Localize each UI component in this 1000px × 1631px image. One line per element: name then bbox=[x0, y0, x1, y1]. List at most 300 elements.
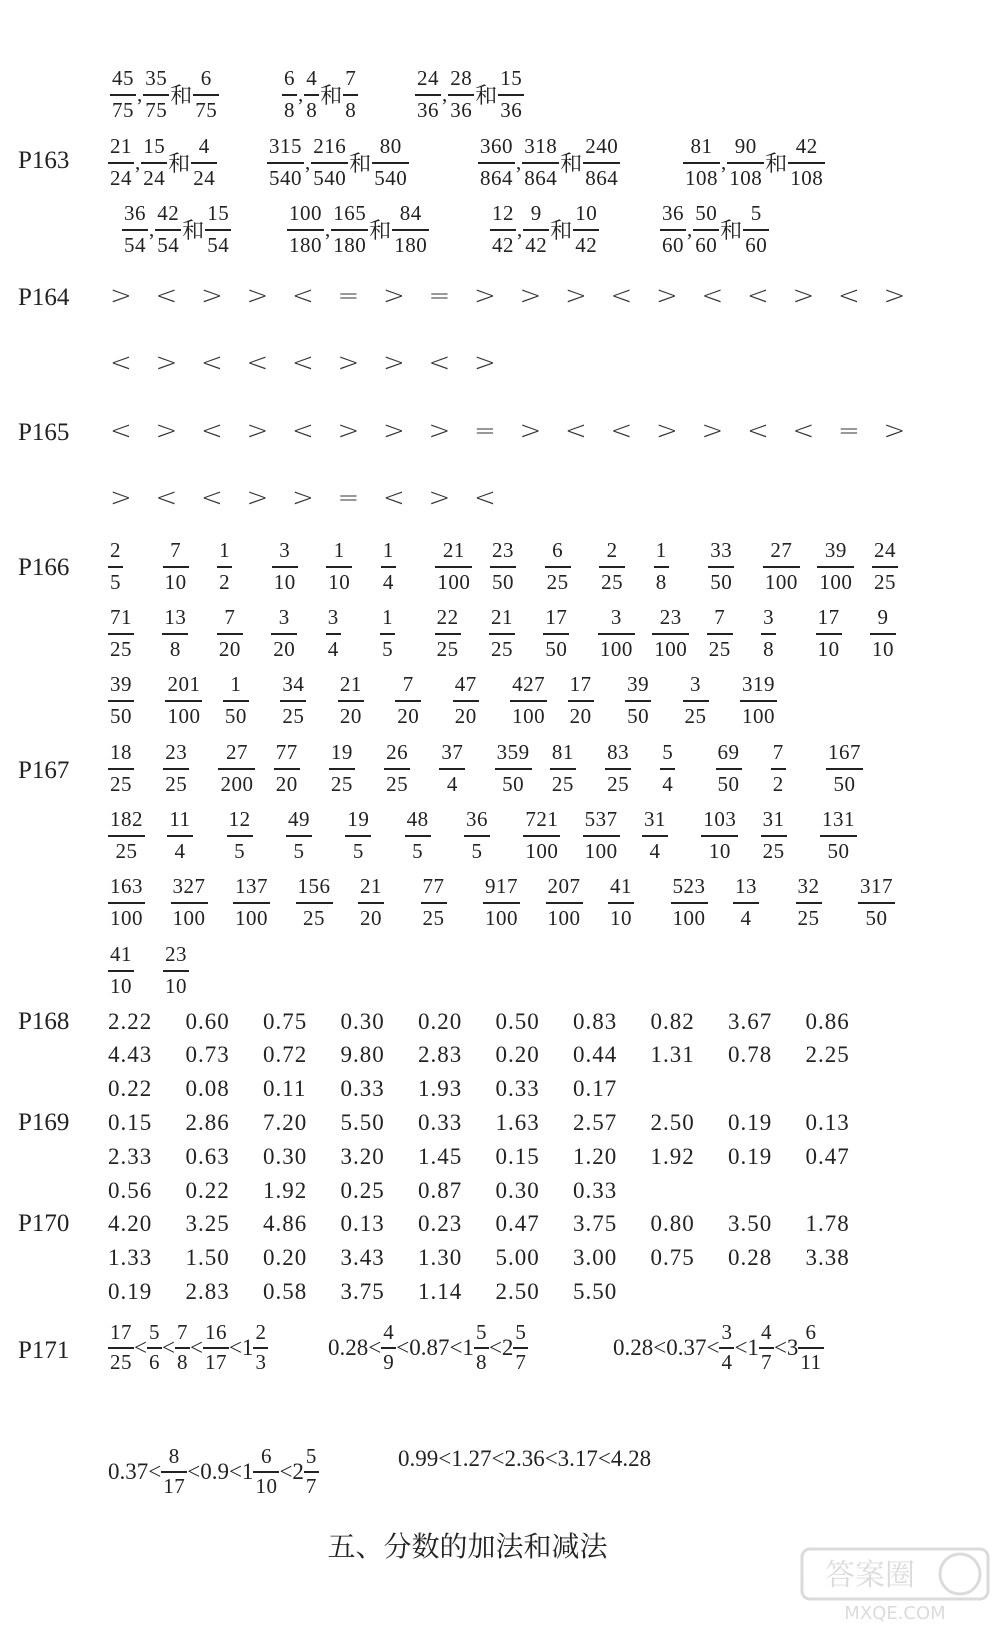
numerator: 13 bbox=[735, 874, 757, 898]
fraction-group bbox=[282, 68, 358, 121]
denominator: 60 bbox=[745, 233, 768, 257]
denominator: 4 bbox=[327, 637, 339, 661]
decimal-answer: 0.75 bbox=[263, 1009, 308, 1034]
comparison-symbol: < bbox=[201, 348, 223, 378]
decimal-answer: 5.50 bbox=[573, 1279, 618, 1304]
numerator: 17 bbox=[817, 605, 840, 629]
fraction bbox=[358, 876, 384, 929]
inequality-text: 0.37< bbox=[108, 1458, 162, 1484]
decimal-answer: 2.50 bbox=[650, 1110, 695, 1135]
page-label: P165 bbox=[18, 419, 70, 446]
denominator: 24 bbox=[143, 166, 166, 190]
fraction-bar bbox=[171, 902, 208, 904]
comma: , bbox=[325, 217, 331, 241]
numerator: 3 bbox=[610, 605, 622, 629]
fraction-bar bbox=[271, 633, 297, 635]
fraction bbox=[415, 68, 441, 121]
denominator: 5 bbox=[382, 637, 394, 661]
fraction-group bbox=[267, 136, 409, 189]
numerator: 39 bbox=[824, 538, 847, 562]
decimal-answer: 3.67 bbox=[728, 1009, 773, 1034]
denominator: 8 bbox=[475, 1350, 487, 1374]
numerator: 69 bbox=[717, 740, 740, 764]
fraction-answer bbox=[605, 742, 631, 795]
numerator: 36 bbox=[124, 201, 146, 225]
numerator: 3 bbox=[690, 672, 702, 696]
denominator: 180 bbox=[394, 233, 428, 257]
numerator: 13 bbox=[164, 605, 187, 629]
decimal-answer: 4.20 bbox=[108, 1211, 153, 1236]
numerator: 32 bbox=[797, 874, 820, 898]
fraction bbox=[143, 68, 169, 121]
decimal-answer: 5.50 bbox=[340, 1110, 385, 1135]
fraction-answer bbox=[329, 742, 355, 795]
comparison-symbol: < bbox=[565, 416, 587, 446]
fraction-bar bbox=[287, 229, 324, 231]
decimal-answer: 1.31 bbox=[650, 1042, 695, 1067]
numerator: 103 bbox=[703, 807, 737, 831]
fraction-answer bbox=[218, 742, 255, 795]
fraction-bar bbox=[205, 229, 231, 231]
denominator: 540 bbox=[374, 166, 408, 190]
denominator: 4 bbox=[174, 839, 186, 863]
denominator: 4 bbox=[662, 772, 674, 796]
fraction-group bbox=[287, 203, 429, 256]
denominator: 8 bbox=[169, 637, 181, 661]
numerator: 77 bbox=[422, 874, 445, 898]
denominator: 10 bbox=[817, 637, 840, 661]
numerator: 81 bbox=[551, 740, 574, 764]
fraction bbox=[395, 674, 421, 727]
comparison-symbol: < bbox=[246, 348, 269, 378]
fraction-bar bbox=[175, 1347, 190, 1349]
fraction bbox=[296, 876, 333, 929]
comma: , bbox=[305, 150, 311, 174]
numerator: 201 bbox=[167, 672, 201, 696]
fraction-bar bbox=[380, 633, 395, 635]
decimal-answer: 0.22 bbox=[185, 1178, 230, 1203]
fraction-bar bbox=[522, 162, 559, 164]
numerator: 90 bbox=[734, 134, 757, 158]
fraction-bar bbox=[296, 902, 333, 904]
numerator: 42 bbox=[157, 201, 180, 225]
denominator: 100 bbox=[547, 906, 581, 930]
page-label: P171 bbox=[18, 1337, 70, 1364]
denominator: 20 bbox=[569, 704, 592, 728]
fraction bbox=[599, 540, 625, 593]
denominator: 42 bbox=[575, 233, 598, 257]
comma: , bbox=[137, 82, 143, 106]
connector-he: 和 bbox=[182, 218, 205, 243]
fraction-bar bbox=[163, 970, 189, 972]
fraction-answer bbox=[816, 607, 842, 660]
fraction-bar bbox=[253, 1347, 268, 1349]
decimal-answer: 9.80 bbox=[340, 1042, 385, 1067]
fraction bbox=[108, 876, 145, 929]
denominator: 6 bbox=[148, 1350, 160, 1374]
numerator: 427 bbox=[512, 672, 546, 696]
fraction-bar bbox=[707, 633, 733, 635]
fraction-bar bbox=[546, 902, 583, 904]
fraction-bar bbox=[693, 229, 719, 231]
decimal-answer: 2.86 bbox=[185, 1110, 230, 1135]
inequality-text: < bbox=[161, 1334, 175, 1360]
fraction-answer bbox=[171, 876, 208, 929]
comparison-symbol: < bbox=[610, 281, 633, 311]
numerator: 49 bbox=[288, 807, 310, 831]
fraction bbox=[719, 1322, 734, 1373]
fraction bbox=[162, 607, 188, 660]
denominator: 25 bbox=[546, 570, 569, 594]
fraction bbox=[343, 68, 358, 121]
fraction bbox=[510, 674, 547, 727]
fraction bbox=[513, 1322, 528, 1373]
fraction bbox=[108, 674, 134, 727]
fraction bbox=[161, 1446, 187, 1497]
fraction bbox=[280, 674, 306, 727]
fraction-answer bbox=[162, 607, 188, 660]
fraction bbox=[598, 607, 635, 660]
fraction bbox=[218, 742, 255, 795]
fraction bbox=[384, 742, 410, 795]
denominator: 20 bbox=[397, 704, 420, 728]
decimal-answer: 0.23 bbox=[418, 1211, 463, 1236]
denominator: 20 bbox=[339, 704, 362, 728]
fraction-answer bbox=[271, 607, 297, 660]
comparison-symbol: < bbox=[474, 483, 496, 513]
fraction bbox=[498, 68, 524, 121]
fraction bbox=[583, 809, 620, 862]
fraction-bar bbox=[740, 700, 777, 702]
fraction bbox=[816, 607, 842, 660]
fraction bbox=[122, 203, 148, 256]
numerator: 47 bbox=[454, 672, 477, 696]
denominator: 60 bbox=[662, 233, 684, 257]
fraction-group bbox=[660, 203, 769, 256]
fraction bbox=[171, 876, 208, 929]
numerator: 41 bbox=[110, 942, 132, 966]
fraction-bar bbox=[167, 835, 192, 837]
fraction bbox=[573, 203, 599, 256]
comparison-symbol: < bbox=[110, 416, 132, 446]
numerator: 3 bbox=[279, 538, 291, 562]
connector-he: 和 bbox=[765, 151, 788, 176]
numerator: 12 bbox=[228, 807, 251, 831]
fraction-bar bbox=[345, 835, 371, 837]
fraction bbox=[108, 809, 145, 862]
comparison-symbol: > bbox=[883, 416, 906, 446]
fraction-bar bbox=[193, 94, 219, 96]
fraction bbox=[205, 203, 231, 256]
decimal-answer: 1.30 bbox=[418, 1245, 463, 1270]
watermark-logo bbox=[800, 1547, 990, 1623]
fraction-bar bbox=[161, 1471, 187, 1473]
numerator: 137 bbox=[235, 874, 268, 898]
numerator: 319 bbox=[742, 672, 775, 696]
numerator: 1 bbox=[655, 538, 667, 562]
comparison-symbol: > bbox=[337, 348, 360, 378]
inequality-chain bbox=[328, 1322, 528, 1373]
page-label: P166 bbox=[18, 554, 70, 581]
decimal-answer: 0.13 bbox=[805, 1110, 850, 1135]
decimal-answer: 2.83 bbox=[185, 1279, 230, 1304]
denominator: 36 bbox=[450, 98, 473, 122]
fraction-bar bbox=[716, 768, 742, 770]
fraction-bar bbox=[761, 835, 787, 837]
fraction-bar bbox=[311, 162, 348, 164]
numerator: 182 bbox=[110, 807, 143, 831]
numerator: 45 bbox=[112, 66, 134, 90]
numerator: 167 bbox=[828, 740, 861, 764]
numerator: 131 bbox=[822, 807, 855, 831]
fraction bbox=[326, 540, 352, 593]
denominator: 5 bbox=[293, 839, 305, 863]
numerator: 1 bbox=[333, 538, 345, 562]
fraction-answer bbox=[395, 674, 421, 727]
numerator: 12 bbox=[492, 201, 514, 225]
fraction bbox=[708, 540, 734, 593]
numerator: 163 bbox=[110, 874, 143, 898]
fraction-answer bbox=[108, 809, 145, 862]
fraction-bar bbox=[326, 633, 341, 635]
numerator: 27 bbox=[225, 740, 248, 764]
fraction-bar bbox=[660, 768, 675, 770]
numerator: 27 bbox=[770, 538, 793, 562]
fraction-answer bbox=[421, 876, 447, 929]
fraction bbox=[683, 674, 709, 727]
numerator: 15 bbox=[207, 201, 230, 225]
fraction-bar bbox=[110, 94, 136, 96]
denominator: 25 bbox=[110, 637, 132, 661]
numerator: 36 bbox=[662, 201, 684, 225]
decimal-answer: 2.57 bbox=[573, 1110, 618, 1135]
fraction bbox=[304, 68, 319, 121]
fraction bbox=[483, 876, 520, 929]
fraction-bar bbox=[523, 835, 560, 837]
denominator: 100 bbox=[584, 839, 618, 863]
fraction-bar bbox=[381, 566, 396, 568]
fraction-bar bbox=[162, 633, 188, 635]
denominator: 20 bbox=[360, 906, 382, 930]
denominator: 8 bbox=[655, 570, 667, 594]
denominator: 25 bbox=[436, 637, 459, 661]
denominator: 5 bbox=[234, 839, 246, 863]
comma: , bbox=[298, 82, 304, 106]
fraction bbox=[345, 809, 371, 862]
comparison-symbol: > bbox=[565, 281, 587, 311]
fraction-group bbox=[108, 136, 217, 189]
numerator: 81 bbox=[690, 134, 713, 158]
fraction-bar bbox=[338, 700, 364, 702]
numerator: 42 bbox=[795, 134, 818, 158]
connector-he: 和 bbox=[320, 83, 343, 108]
decimal-answer: 3.00 bbox=[573, 1245, 618, 1270]
fraction-answer bbox=[599, 540, 625, 593]
fraction bbox=[163, 944, 189, 997]
fraction-bar bbox=[796, 902, 822, 904]
decimal-answer: 2.83 bbox=[418, 1042, 463, 1067]
decimal-answer: 0.87 bbox=[418, 1178, 463, 1203]
section-heading: 五、分数的加法和减法 bbox=[327, 1530, 608, 1563]
fraction bbox=[727, 136, 764, 189]
fraction bbox=[381, 1322, 396, 1373]
denominator: 100 bbox=[764, 570, 798, 594]
comparison-symbol: > bbox=[519, 281, 542, 311]
fraction-bar bbox=[490, 229, 516, 231]
decimal-answer: 3.75 bbox=[340, 1279, 385, 1304]
numerator: 7 bbox=[176, 1320, 188, 1344]
decimal-answer: 0.20 bbox=[495, 1042, 540, 1067]
decimal-answer: 0.28 bbox=[728, 1245, 773, 1270]
decimal-answer: 0.83 bbox=[573, 1009, 618, 1034]
denominator: 4 bbox=[721, 1350, 733, 1374]
decimal-answer: 3.38 bbox=[805, 1245, 850, 1270]
comparison-symbol: < bbox=[383, 483, 405, 513]
denominator: 100 bbox=[672, 906, 706, 930]
fraction-bar bbox=[719, 1347, 734, 1349]
numerator: 15 bbox=[500, 66, 523, 90]
denominator: 100 bbox=[437, 570, 471, 594]
fraction-answer bbox=[483, 876, 520, 929]
fraction-bar bbox=[141, 162, 167, 164]
comparison-symbol: > bbox=[883, 281, 906, 311]
denominator: 8 bbox=[284, 98, 295, 122]
fraction-bar bbox=[163, 566, 189, 568]
numerator: 21 bbox=[442, 538, 465, 562]
comparison-symbol: > bbox=[656, 281, 678, 311]
fraction-bar bbox=[701, 835, 738, 837]
fraction bbox=[605, 742, 631, 795]
denominator: 7 bbox=[760, 1350, 772, 1374]
denominator: 5 bbox=[352, 839, 364, 863]
denominator: 42 bbox=[525, 233, 548, 257]
fraction-answer bbox=[326, 607, 341, 660]
fraction-bar bbox=[513, 1347, 528, 1349]
numerator: 23 bbox=[165, 740, 188, 764]
numerator: 23 bbox=[659, 605, 682, 629]
fraction bbox=[796, 876, 822, 929]
denominator: 100 bbox=[485, 906, 518, 930]
fraction bbox=[108, 742, 134, 795]
comparison-symbol: = bbox=[428, 281, 451, 311]
fraction bbox=[660, 742, 675, 795]
comparison-symbol: > bbox=[155, 416, 178, 446]
fraction bbox=[817, 540, 854, 593]
numerator: 3 bbox=[763, 605, 775, 629]
fraction-bar bbox=[523, 229, 549, 231]
denominator: 75 bbox=[145, 98, 168, 122]
numerator: 4 bbox=[306, 66, 318, 90]
decimal-answer: 1.63 bbox=[495, 1110, 540, 1135]
fraction-bar bbox=[372, 162, 409, 164]
denominator: 50 bbox=[827, 839, 850, 863]
comparison-symbol: < bbox=[838, 281, 860, 311]
fraction-bar bbox=[820, 835, 857, 837]
fraction-answer bbox=[817, 540, 854, 593]
fraction-answer bbox=[108, 944, 134, 997]
fraction-bar bbox=[660, 229, 686, 231]
decimal-answer: 0.47 bbox=[805, 1144, 850, 1169]
denominator: 25 bbox=[551, 772, 574, 796]
denominator: 42 bbox=[492, 233, 514, 257]
fraction bbox=[683, 136, 720, 189]
fraction-bar bbox=[583, 835, 620, 837]
decimal-answer: 0.20 bbox=[263, 1245, 308, 1270]
fraction-answer bbox=[280, 674, 306, 727]
numerator: 156 bbox=[297, 874, 331, 898]
denominator: 864 bbox=[585, 166, 619, 190]
denominator: 25 bbox=[874, 570, 896, 594]
decimal-answer: 0.11 bbox=[263, 1076, 307, 1101]
fraction-answer bbox=[274, 742, 300, 795]
fraction bbox=[550, 742, 576, 795]
fraction bbox=[625, 674, 651, 727]
inequality-text: < bbox=[134, 1334, 147, 1360]
fraction-answer bbox=[761, 607, 776, 660]
numerator: 360 bbox=[480, 134, 513, 158]
fraction bbox=[141, 136, 167, 189]
fraction bbox=[108, 540, 123, 593]
numerator: 24 bbox=[417, 66, 439, 90]
fraction-answer bbox=[826, 742, 863, 795]
fraction-answer bbox=[708, 540, 734, 593]
numerator: 41 bbox=[610, 874, 632, 898]
numerator: 39 bbox=[110, 672, 132, 696]
numerator: 22 bbox=[436, 605, 459, 629]
fraction-bar bbox=[326, 566, 352, 568]
fraction-bar bbox=[108, 835, 145, 837]
fraction-bar bbox=[510, 700, 547, 702]
fraction-answer bbox=[716, 742, 742, 795]
denominator: 50 bbox=[710, 570, 733, 594]
denominator: 75 bbox=[112, 98, 134, 122]
numerator: 21 bbox=[491, 605, 513, 629]
decimal-answer: 0.86 bbox=[805, 1009, 850, 1034]
fraction bbox=[858, 876, 895, 929]
fraction-bar bbox=[155, 229, 181, 231]
fraction-answer bbox=[108, 674, 134, 727]
fraction-bar bbox=[605, 768, 631, 770]
fraction bbox=[223, 674, 249, 727]
decimal-answer: 0.22 bbox=[108, 1076, 153, 1101]
fraction bbox=[671, 876, 708, 929]
fraction-bar bbox=[598, 633, 635, 635]
fraction bbox=[693, 203, 719, 256]
fraction-answer bbox=[523, 809, 560, 862]
fraction bbox=[227, 809, 253, 862]
numerator: 5 bbox=[305, 1444, 317, 1468]
numerator: 240 bbox=[585, 134, 619, 158]
fraction-bar bbox=[435, 566, 472, 568]
fraction bbox=[163, 742, 189, 795]
denominator: 25 bbox=[115, 839, 138, 863]
fraction-bar bbox=[108, 970, 134, 972]
fraction-answer bbox=[761, 809, 787, 862]
decimal-answer: 0.33 bbox=[573, 1178, 618, 1203]
fraction-answer bbox=[405, 809, 431, 862]
comparison-symbol: > bbox=[383, 281, 405, 311]
decimal-answer: 0.47 bbox=[495, 1211, 540, 1236]
fraction-answer bbox=[435, 607, 461, 660]
fraction-answer bbox=[608, 876, 634, 929]
denominator: 10 bbox=[708, 839, 731, 863]
denominator: 25 bbox=[110, 772, 132, 796]
denominator: 25 bbox=[282, 704, 305, 728]
inequality-text: <1 bbox=[228, 1334, 254, 1360]
fraction bbox=[435, 540, 472, 593]
fraction-bar bbox=[771, 768, 786, 770]
fraction-bar bbox=[108, 768, 134, 770]
